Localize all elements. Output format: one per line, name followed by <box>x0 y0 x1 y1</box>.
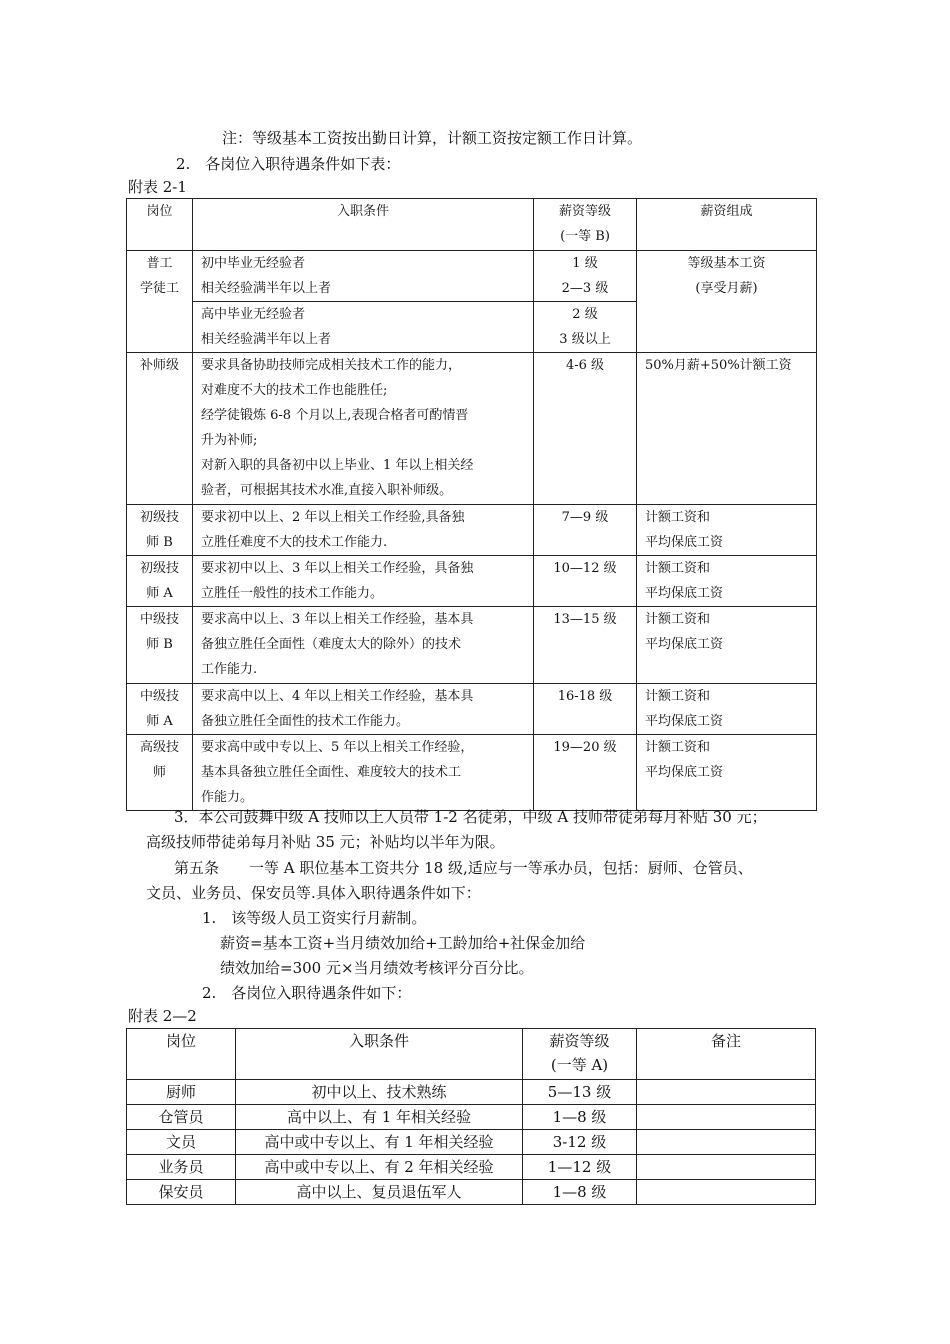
para3-line1: 3．本公司鼓舞中级 A 技师以上人员带 1-2 名徒弟，中级 A 技师带徒弟每月补贴 30 元； <box>174 808 767 826</box>
table-row <box>127 735 817 811</box>
cell-grade: 3-12 级 <box>523 1130 637 1155</box>
cell-grade: 4-6 级 <box>534 353 637 505</box>
table-row <box>127 505 817 556</box>
table-row <box>127 607 817 684</box>
cell-condition: 初中毕业无经验者 相关经验满半年以上者 <box>193 251 534 302</box>
cell-composition: 计额工资和 平均保底工资 <box>637 607 817 684</box>
header-position: 岗位 <box>127 1029 236 1080</box>
table-row <box>127 1155 816 1180</box>
header-grade: 薪资等级 (一等 A) <box>523 1029 637 1080</box>
cell-position: 中级技 师 A <box>127 684 193 735</box>
cell-condition: 高中或中专以上、有 2 年相关经验 <box>236 1155 523 1180</box>
table-row <box>127 1080 816 1105</box>
cell-position: 初级技 师 B <box>127 505 193 556</box>
cell-grade: 13—15 级 <box>534 607 637 684</box>
cell-condition: 高中毕业无经验者 相关经验满半年以上者 <box>193 302 534 353</box>
cell-grade: 10—12 级 <box>534 556 637 607</box>
table-row <box>127 1130 816 1155</box>
cell-condition: 要求初中以上、2 年以上相关工作经验,具备独 立胜任难度不大的技术工作能力. <box>193 505 534 556</box>
cell-grade: 19—20 级 <box>534 735 637 811</box>
table2-header-row <box>127 1029 816 1080</box>
table1-caption: 附表 2-1 <box>128 178 187 196</box>
cell-grade: 1—12 级 <box>523 1155 637 1180</box>
cell-composition: 计额工资和 平均保底工资 <box>637 505 817 556</box>
table2-caption: 附表 2—2 <box>128 1007 197 1025</box>
cell-position: 厨师 <box>127 1080 236 1105</box>
cell-note <box>637 1180 816 1205</box>
cell-composition: 计额工资和 平均保底工资 <box>637 556 817 607</box>
table-2-2 <box>126 1028 816 1205</box>
cell-position: 补师级 <box>127 353 193 505</box>
note-line: 注：等级基本工资按出勤日计算，计额工资按定额工作日计算。 <box>222 129 643 147</box>
cell-note <box>637 1080 816 1105</box>
cell-condition: 要求初中以上、3 年以上相关工作经验，具备独 立胜任一般性的技术工作能力。 <box>193 556 534 607</box>
cell-grade: 16-18 级 <box>534 684 637 735</box>
cell-grade: 5—13 级 <box>523 1080 637 1105</box>
header-note: 备注 <box>637 1029 816 1080</box>
cell-position: 保安员 <box>127 1180 236 1205</box>
cell-composition: 等级基本工资 (享受月薪) <box>637 251 817 353</box>
item-2-heading: 2. 各岗位入职待遇条件如下表： <box>176 155 401 173</box>
cell-note <box>637 1105 816 1130</box>
cell-position: 中级技 师 B <box>127 607 193 684</box>
article5-item2: 2. 各岗位入职待遇条件如下： <box>202 984 412 1002</box>
cell-condition: 要求具备协助技师完成相关技术工作的能力， 对难度不大的技术工作也能胜任; 经学徒锻炼 6-8 个月以上,表现合格者可酌情晋 升为补师; 对新入职的具备初中以上毕业、1 年以上相关经 验者，可根据其技术水准,直接入职补师级。 <box>193 353 534 505</box>
table-row <box>127 251 817 302</box>
cell-note <box>637 1155 816 1180</box>
cell-position: 文员 <box>127 1130 236 1155</box>
table-row <box>127 684 817 735</box>
cell-condition: 要求高中以上、3 年以上相关工作经验，基本具 备独立胜任全面性（难度太大的除外）的技术 工作能力. <box>193 607 534 684</box>
cell-condition: 高中或中专以上、有 1 年相关经验 <box>236 1130 523 1155</box>
cell-condition: 初中以上、技术熟练 <box>236 1080 523 1105</box>
cell-composition: 计额工资和 平均保底工资 <box>637 684 817 735</box>
cell-position: 仓管员 <box>127 1105 236 1130</box>
table-row <box>127 353 817 505</box>
table-row <box>127 1180 816 1205</box>
cell-condition: 要求高中或中专以上、5 年以上相关工作经验， 基本具备独立胜任全面性、难度较大的技术工 作能力。 <box>193 735 534 811</box>
cell-note <box>637 1130 816 1155</box>
article5-line2: 文员、业务员、保安员等.具体入职待遇条件如下： <box>146 884 481 902</box>
cell-grade: 1 级 2—3 级 <box>534 251 637 302</box>
para3-line2: 高级技师带徒弟每月补贴 35 元；补贴均以半年为限。 <box>146 833 505 851</box>
header-grade: 薪资等级 (一等 B) <box>534 199 637 251</box>
cell-composition: 50%月薪+50%计额工资 <box>637 353 817 505</box>
cell-grade: 2 级 3 级以上 <box>534 302 637 353</box>
cell-grade: 7—9 级 <box>534 505 637 556</box>
cell-position: 高级技 师 <box>127 735 193 811</box>
header-composition: 薪资组成 <box>637 199 817 251</box>
cell-condition: 高中以上、有 1 年相关经验 <box>236 1105 523 1130</box>
header-condition: 入职条件 <box>236 1029 523 1080</box>
cell-composition: 计额工资和 平均保底工资 <box>637 735 817 811</box>
cell-position: 业务员 <box>127 1155 236 1180</box>
header-condition: 入职条件 <box>193 199 534 251</box>
article5-item1: 1. 该等级人员工资实行月薪制。 <box>202 909 427 927</box>
salary-formula: 薪资=基本工资+当月绩效加给+工龄加给+社保金加给 <box>220 934 586 952</box>
cell-condition: 高中以上、复员退伍军人 <box>236 1180 523 1205</box>
header-position: 岗位 <box>127 199 193 251</box>
cell-grade: 1—8 级 <box>523 1105 637 1130</box>
table1-header-row <box>127 199 817 251</box>
bonus-formula: 绩效加给=300 元×当月绩效考核评分百分比。 <box>220 959 534 977</box>
table-2-1 <box>126 198 817 811</box>
cell-position: 初级技 师 A <box>127 556 193 607</box>
cell-condition: 要求高中以上、4 年以上相关工作经验，基本具 备独立胜任全面性的技术工作能力。 <box>193 684 534 735</box>
cell-position: 普工 学徒工 <box>127 251 193 353</box>
table-row <box>127 556 817 607</box>
article5-line1: 第五条 一等 A 职位基本工资共分 18 级,适应与一等承办员，包括：厨师、仓管员、 <box>174 859 753 877</box>
table-row <box>127 1105 816 1130</box>
cell-grade: 1—8 级 <box>523 1180 637 1205</box>
